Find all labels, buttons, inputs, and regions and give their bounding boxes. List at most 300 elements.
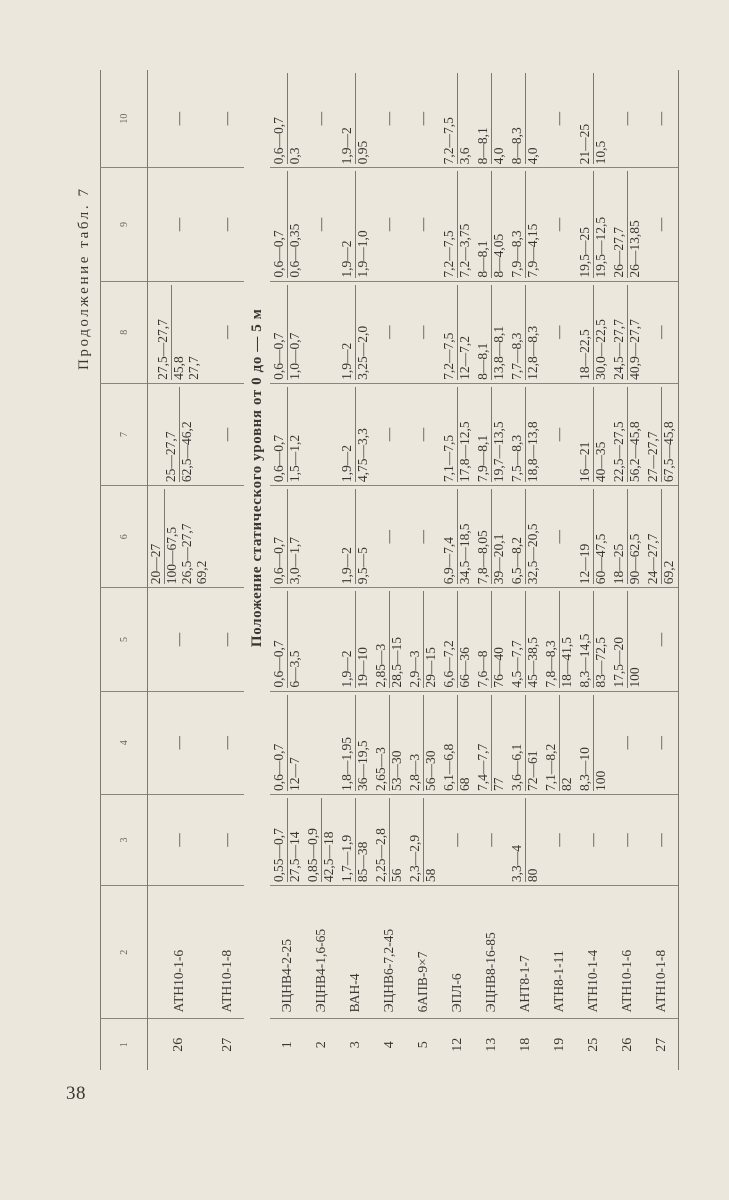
cell-value: 22,5—27,5 (612, 387, 628, 482)
cell-value: АНТ8-1-7 (516, 955, 532, 1013)
table-cell (304, 588, 338, 691)
cell-value: 76—40 (490, 647, 506, 688)
cell-value: — (380, 325, 396, 339)
table-cell (508, 383, 542, 485)
table-cell (576, 168, 610, 281)
cell-value: 21—25 (578, 73, 594, 164)
table-row (210, 70, 244, 1070)
table-row (542, 70, 576, 1070)
cell-value: — (550, 427, 566, 442)
table-cell (542, 281, 576, 383)
table-cell (508, 70, 542, 168)
table-cell (338, 691, 372, 794)
table-cell (644, 168, 679, 281)
cell-value: 29—15 (422, 647, 438, 688)
table-row (576, 70, 610, 1070)
cell-value: 8—8,1 (476, 73, 492, 164)
cell-value: 4,0 (490, 147, 506, 165)
table-cell (372, 168, 406, 281)
cell-value: — (218, 325, 234, 339)
cell-value: 4 (381, 1041, 397, 1049)
cell-value: — (652, 632, 668, 647)
cell-value: 1,7—1,9 (340, 798, 356, 882)
cell-value: 18,8—13,8 (524, 421, 540, 483)
cell-value: — (414, 217, 430, 232)
cell-value: 8—8,1 (476, 285, 492, 380)
cell-value: 27,5—14 (286, 831, 302, 883)
cell-value: 3,3—4 (510, 798, 526, 882)
cell-value: 7,8—8,3 (544, 591, 560, 687)
table-row (610, 70, 644, 1070)
cell-value: — (618, 833, 634, 847)
cell-value: 8—8,3 (510, 73, 526, 164)
table-body-top (148, 70, 245, 1070)
column-header: 6 (101, 486, 148, 588)
cell-value: 13,8—8,1 (490, 325, 506, 380)
cell-value: — (652, 217, 668, 232)
cell-value: 19—10 (354, 647, 370, 688)
cell-value: 7,8—8,05 (476, 489, 492, 584)
cell-value: — (218, 427, 234, 442)
table-row (508, 70, 542, 1070)
table-cell (372, 1019, 406, 1070)
table-row (440, 70, 474, 1070)
cell-value: 85—38 (354, 841, 370, 883)
table-row (644, 70, 679, 1070)
cell-value: 19 (551, 1037, 567, 1052)
cell-value: 7,2—7,5 (442, 285, 458, 380)
table-cell (542, 486, 576, 588)
cell-value: АТН10-1-6 (618, 949, 634, 1013)
cell-value: 7,1—8,2 (544, 695, 560, 791)
table-cell (406, 794, 440, 885)
cell-value: 12—7 (286, 757, 302, 791)
cell-value: 3,6 (456, 147, 472, 165)
cell-value: 80 (524, 868, 540, 883)
cell-value: — (380, 111, 396, 126)
cell-value: 1 (279, 1041, 295, 1049)
table-cell (474, 383, 508, 485)
table-cell (474, 281, 508, 383)
cell-value: 0,6—0,7 (272, 73, 288, 164)
table-cell (338, 168, 372, 281)
cell-value: 45—38,5 (524, 637, 540, 688)
cell-value: 72—61 (524, 750, 540, 791)
cell-value: 19,5—25 (578, 171, 594, 277)
table-cell (148, 794, 211, 885)
cell-value: — (170, 833, 186, 847)
table-cell (440, 168, 474, 281)
table-cell (576, 691, 610, 794)
table-cell (440, 691, 474, 794)
table-cell (440, 1019, 474, 1070)
cell-value: — (170, 217, 186, 232)
table-cell (542, 794, 576, 885)
table-cell (338, 70, 372, 168)
cell-value: 2,3—2,9 (408, 798, 424, 882)
table-cell (148, 168, 211, 281)
page-number: 38 (66, 1083, 86, 1104)
cell-value: 90—62,5 (626, 533, 642, 585)
column-header: 5 (101, 588, 148, 691)
cell-value: 6,6—7,2 (442, 591, 458, 687)
cell-value: — (448, 833, 464, 847)
table-cell (372, 794, 406, 885)
section-row (244, 70, 270, 1070)
cell-value: 0,85—0,9 (306, 798, 322, 882)
cell-value: ЭЦНВ4-2-25 (278, 938, 294, 1013)
cell-value: 27,5—27,7 (156, 285, 172, 380)
cell-value: 67,5—45,8 (660, 421, 676, 483)
table-cell (542, 168, 576, 281)
cell-value: 20—27 (149, 489, 165, 584)
table-cell (210, 588, 244, 691)
table-cell (270, 588, 304, 691)
cell-value: — (550, 111, 566, 126)
table-cell (474, 486, 508, 588)
table-cell (304, 168, 338, 281)
table-row (270, 70, 304, 1070)
table-cell (610, 1019, 644, 1070)
cell-value: 24,5—27,7 (612, 285, 628, 380)
cell-value: 3 (347, 1041, 363, 1049)
cell-value: 27,7 (186, 356, 202, 380)
cell-value: 39—20,1 (490, 533, 506, 585)
column-header: 8 (101, 281, 148, 383)
cell-value: 18—22,5 (578, 285, 594, 380)
table-cell (644, 70, 679, 168)
table-cell (542, 886, 576, 1019)
data-table (100, 70, 679, 1070)
cell-value: 0,6—0,7 (272, 285, 288, 380)
cell-value: 18—25 (612, 489, 628, 584)
table-cell (148, 281, 211, 383)
column-header: 1 (101, 1019, 148, 1070)
table-cell (610, 691, 644, 794)
cell-value: — (618, 736, 634, 750)
table-cell (508, 886, 542, 1019)
table-cell (576, 1019, 610, 1070)
cell-value: 8,3—14,5 (578, 591, 594, 687)
cell-value: — (218, 217, 234, 232)
cell-value: — (218, 111, 234, 126)
table-cell (610, 281, 644, 383)
table-cell (406, 588, 440, 691)
cell-value: 1,9—2 (340, 73, 356, 164)
table-cell (372, 486, 406, 588)
cell-value: 25—27,7 (164, 387, 180, 482)
cell-value: 100 (626, 667, 642, 688)
table-cell (338, 886, 372, 1019)
table-cell (508, 168, 542, 281)
cell-value: — (550, 217, 566, 232)
cell-value: 36—19,5 (354, 740, 370, 791)
cell-value: 82 (558, 777, 574, 791)
cell-value: — (380, 217, 396, 232)
table-cell (270, 886, 304, 1019)
cell-value: 18 (517, 1037, 533, 1052)
table-cell (270, 168, 304, 281)
cell-value: — (652, 325, 668, 339)
table-cell (542, 691, 576, 794)
table-cell (644, 1019, 679, 1070)
table-cell (610, 383, 644, 485)
table-cell (270, 383, 304, 485)
table-caption: Продолжение табл. 7 (76, 186, 92, 370)
table-cell (406, 691, 440, 794)
cell-value: 6,5—8,2 (510, 489, 526, 584)
cell-value: 68 (456, 777, 472, 791)
table-cell (210, 383, 244, 485)
cell-value: 3,6—6,1 (510, 695, 526, 791)
table-cell (338, 794, 372, 885)
table-cell (406, 486, 440, 588)
cell-value: — (170, 111, 186, 126)
table-cell (474, 1019, 508, 1070)
table-cell (210, 1019, 244, 1070)
cell-value: 0,6—0,7 (272, 489, 288, 584)
table-row (406, 70, 440, 1070)
cell-value: — (218, 736, 234, 750)
cell-value: — (312, 217, 328, 232)
cell-value: ЭЦНВ8-16-85 (482, 932, 498, 1013)
cell-value: 69,2 (193, 560, 209, 585)
cell-value: 40—35 (592, 441, 608, 483)
table-cell (338, 383, 372, 485)
table-cell (304, 794, 338, 885)
cell-value: 2,9—3 (408, 591, 424, 687)
table-cell (474, 70, 508, 168)
cell-value: — (414, 529, 430, 544)
cell-value: 26—27,7 (612, 171, 628, 277)
table-cell (644, 383, 679, 485)
table-cell (508, 691, 542, 794)
table-row (304, 70, 338, 1070)
table-cell (148, 886, 211, 1019)
table-cell (474, 168, 508, 281)
cell-value: 40,9—27,7 (626, 319, 642, 380)
table-cell (210, 281, 244, 383)
cell-value: 8,3—10 (578, 695, 594, 791)
table-cell (576, 70, 610, 168)
cell-value: — (414, 111, 430, 126)
table-cell (304, 383, 338, 485)
cell-value: 0,6—0,7 (272, 591, 288, 687)
table-cell (610, 886, 644, 1019)
table-cell (270, 70, 304, 168)
cell-value: ЭПЛ-6 (448, 973, 464, 1013)
cell-value: — (482, 833, 498, 847)
table-cell (508, 281, 542, 383)
cell-value: 1,5—1,2 (286, 434, 302, 483)
table-cell (576, 383, 610, 485)
cell-value: — (652, 111, 668, 126)
cell-value: 4,0 (524, 147, 540, 165)
cell-value: 6,1—6,8 (442, 695, 458, 791)
cell-value: 26—13,85 (626, 220, 642, 278)
table-cell (148, 588, 211, 691)
cell-value: 0,6—0,7 (272, 171, 288, 277)
table-cell (644, 486, 679, 588)
table-cell (372, 588, 406, 691)
table-cell (610, 70, 644, 168)
cell-value: 7,9—8,1 (476, 387, 492, 482)
cell-value: 1,8—1,95 (340, 695, 356, 791)
cell-value: 17,5—20 (612, 591, 628, 687)
cell-value: 58 (422, 868, 438, 883)
cell-value: 24—27,7 (646, 489, 662, 584)
cell-value: 4,5—7,7 (510, 591, 526, 687)
table-cell (406, 168, 440, 281)
table-cell (644, 794, 679, 885)
cell-value: 7,2—7,5 (442, 171, 458, 277)
table-cell (372, 70, 406, 168)
cell-value: 26 (171, 1037, 187, 1052)
table-row (338, 70, 372, 1070)
cell-value: — (380, 529, 396, 544)
cell-value: 12—19 (578, 489, 594, 584)
cell-value: 7,1—7,5 (442, 387, 458, 482)
table-cell (440, 70, 474, 168)
table-cell (338, 486, 372, 588)
cell-value: 5 (415, 1041, 431, 1049)
table-cell (644, 588, 679, 691)
cell-value: 1,9—2 (340, 591, 356, 687)
table-cell (440, 383, 474, 485)
section-body (244, 70, 270, 1070)
cell-value: ЭЦНВ6-7,2-45 (380, 928, 396, 1013)
table-cell (304, 691, 338, 794)
table-cell (372, 281, 406, 383)
table-cell (440, 486, 474, 588)
table-cell (304, 486, 338, 588)
table-cell (610, 168, 644, 281)
table-cell (270, 486, 304, 588)
cell-value: 62,5—46,2 (178, 421, 194, 483)
table-cell (406, 886, 440, 1019)
table-cell (440, 794, 474, 885)
table-cell (440, 588, 474, 691)
table-cell (474, 886, 508, 1019)
table-cell (406, 70, 440, 168)
cell-value: ЭЦНВ4-1,6-65 (312, 928, 328, 1013)
cell-value: — (652, 736, 668, 750)
cell-value: АТН10-1-8 (218, 949, 234, 1013)
table-cell (542, 70, 576, 168)
table-cell (542, 588, 576, 691)
table-cell (210, 691, 244, 794)
cell-value: 7,7—8,3 (510, 285, 526, 380)
table-cell (210, 794, 244, 885)
table-cell (304, 70, 338, 168)
table-row (148, 70, 211, 1070)
table-cell (372, 383, 406, 485)
cell-value: 32,5—20,5 (524, 523, 540, 585)
cell-value: 7,6—8 (476, 591, 492, 687)
cell-value: 1,9—1,0 (354, 230, 370, 278)
table-cell (304, 1019, 338, 1070)
cell-value: 7,9—4,15 (524, 223, 540, 278)
cell-value: 7,9—8,3 (510, 171, 526, 277)
cell-value: — (170, 736, 186, 750)
cell-value: 42,5—18 (320, 831, 336, 883)
cell-value: 0,55—0,7 (272, 798, 288, 882)
table-body-bottom (270, 70, 679, 1070)
cell-value: 83—72,5 (592, 637, 608, 688)
cell-value: 6—3,5 (286, 650, 302, 688)
cell-value: 56 (388, 868, 404, 883)
cell-value: — (584, 833, 600, 847)
table-cell (270, 794, 304, 885)
cell-value: 6АПВ-9×7 (414, 951, 430, 1013)
table-cell (148, 70, 211, 168)
column-header: 3 (101, 794, 148, 885)
table-cell (644, 691, 679, 794)
section-spacer (244, 886, 270, 1070)
cell-value: 0,6—0,35 (286, 223, 302, 278)
cell-value: 7,4—7,7 (476, 695, 492, 791)
cell-value: 1,9—2 (340, 285, 356, 380)
table-cell (610, 486, 644, 588)
table-cell (210, 168, 244, 281)
cell-value: 16—21 (578, 387, 594, 482)
cell-value: 0,6—0,7 (272, 387, 288, 482)
cell-value: 12—7,2 (456, 335, 472, 380)
table-row (474, 70, 508, 1070)
table-cell (576, 486, 610, 588)
cell-value: 100 (592, 770, 608, 791)
cell-value: 8—8,1 (476, 171, 492, 277)
cell-value: 19,7—13,5 (490, 421, 506, 483)
table-cell (148, 1019, 211, 1070)
table-row (372, 70, 406, 1070)
table-cell (148, 486, 211, 588)
cell-value: 6,9—7,4 (442, 489, 458, 584)
cell-value: 30,0—22,5 (592, 319, 608, 380)
cell-value: — (414, 325, 430, 339)
cell-value: 3,25—2,0 (354, 325, 370, 380)
table-cell (338, 588, 372, 691)
column-header: 10 (101, 70, 148, 168)
cell-value: 0,95 (354, 140, 370, 165)
table-cell (440, 281, 474, 383)
table-cell (576, 886, 610, 1019)
cell-value: 60—47,5 (592, 533, 608, 585)
cell-value: 26,5—27,7 (178, 523, 194, 585)
cell-value: — (380, 427, 396, 442)
table-cell (610, 794, 644, 885)
cell-value: ВАН-4 (346, 973, 362, 1013)
cell-value: 2,25—2,8 (374, 798, 390, 882)
cell-value: 13 (483, 1037, 499, 1052)
cell-value: 4,75—3,3 (354, 428, 370, 483)
cell-value: 7,2—3,75 (456, 223, 472, 278)
cell-value: АТН10-1-4 (584, 949, 600, 1013)
column-header: 9 (101, 168, 148, 281)
cell-value: 12,8—8,3 (524, 325, 540, 380)
cell-value: 77 (490, 777, 506, 791)
cell-value: 2,85—3 (374, 591, 390, 687)
table-cell (542, 383, 576, 485)
table-cell (338, 281, 372, 383)
cell-value: 18—41,5 (558, 637, 574, 688)
cell-value: 69,2 (660, 560, 676, 585)
cell-value: 17,8—12,5 (456, 421, 472, 483)
table-cell (210, 70, 244, 168)
table-cell (270, 1019, 304, 1070)
cell-value: 3,0—1,7 (286, 537, 302, 585)
cell-value: — (170, 632, 186, 647)
